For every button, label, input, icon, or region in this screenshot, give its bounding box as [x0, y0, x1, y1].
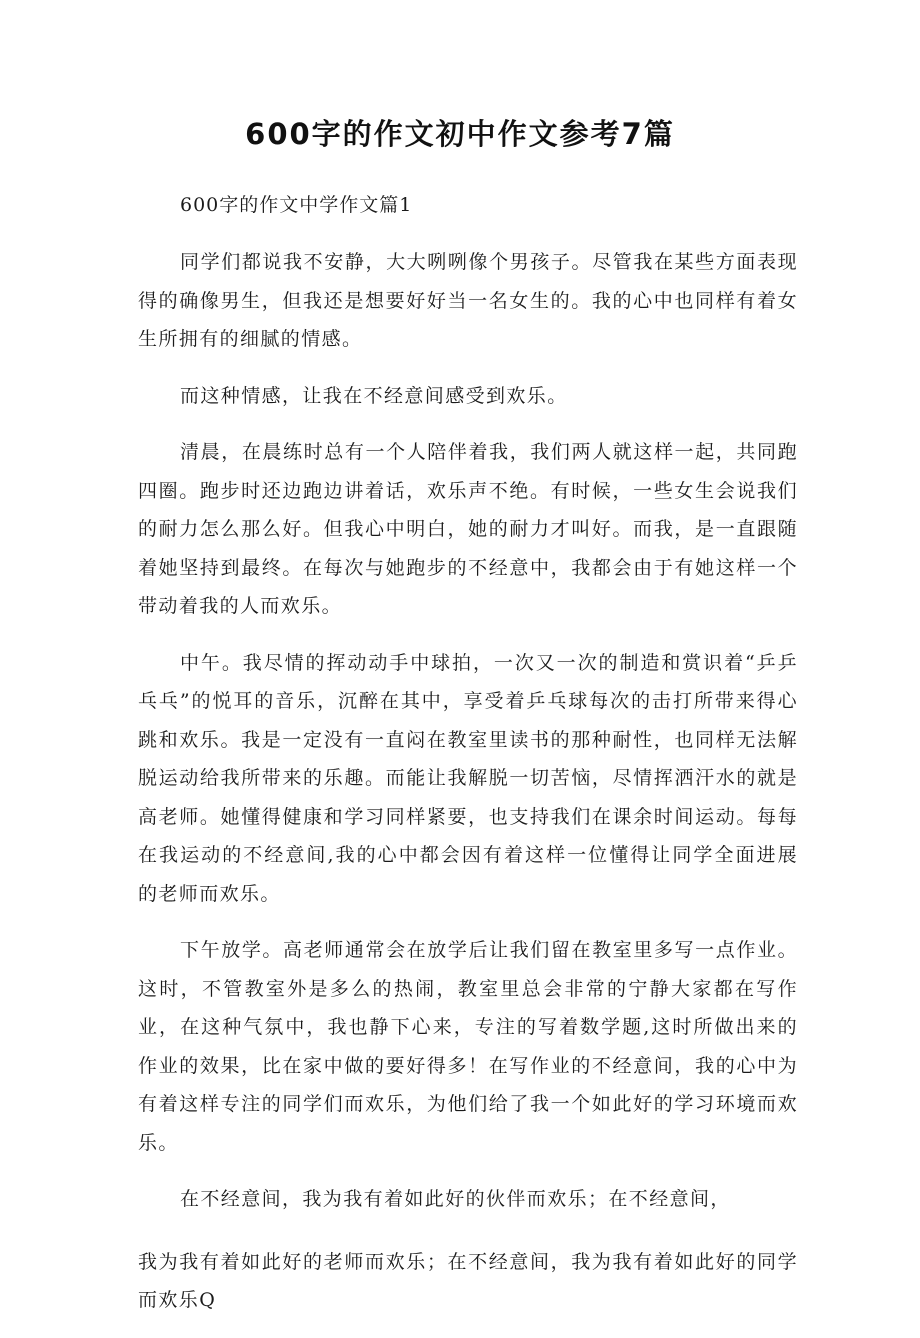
paragraph-1: 同学们都说我不安静，大大咧咧像个男孩子。尽管我在某些方面表现得的确像男生，但我还是想要好好当一名女生的。我的心中也同样有着女生所拥有的细腻的情感。 [138, 251, 798, 350]
document-body [138, 186, 798, 1338]
document-title: 600字的作文初中作文参考7篇 [245, 117, 675, 151]
paragraph-2: 而这种情感，让我在不经意间感受到欢乐。 [180, 384, 568, 407]
paragraph-6: 在不经意间，我为我有着如此好的伙伴而欢乐；在不经意间， [180, 1188, 731, 1210]
paragraph-7: 我为我有着如此好的老师而欢乐；在不经意间，我为我有着如此好的同学而欢乐Q [138, 1250, 798, 1311]
paragraph-4: 中午。我尽情的挥动动手中球拍，一次又一次的制造和赏识着“乒乒乓乓”的悦耳的音乐，沉醉在其中，享受着乒乓球每次的击打所带来得心跳和欢乐。我是一定没有一直闷在教室里读书的那种耐性，也同样无法解脱运动给我所带来的乐趣。而能让我解脱一切苦恼，尽情挥洒汗水的就是高老师。她懂得健康和学习同样紧要，也支持我们在课余时间运动。每每在我运动的不经意间,我的心中都会因有着这样一位懂得让同学全面进展的老师而欢乐。 [138, 651, 798, 905]
section-heading: 600字的作文中学作文篇1 [180, 194, 413, 216]
paragraph-5: 下午放学。高老师通常会在放学后让我们留在教室里多写一点作业。这时，不管教室外是多么的热闹，教室里总会非常的宁静大家都在写作业，在这种气氛中，我也静下心来，专注的写着数学题,这时所做出来的作业的效果，比在家中做的要好得多！在写作业的不经意间，我的心中为有着这样专注的同学们而欢乐，为他们给了我一个如此好的学习环境而欢乐。 [138, 939, 798, 1154]
paragraph-3: 清晨，在晨练时总有一个人陪伴着我，我们两人就这样一起，共同跑四圈。跑步时还边跑边讲着话，欢乐声不绝。有时候，一些女生会说我们的耐力怎么那么好。但我心中明白，她的耐力才叫好。而我，是一直跟随着她坚持到最终。在每次与她跑步的不经意中，我都会由于有她这样一个带动着我的人而欢乐。 [138, 441, 798, 617]
